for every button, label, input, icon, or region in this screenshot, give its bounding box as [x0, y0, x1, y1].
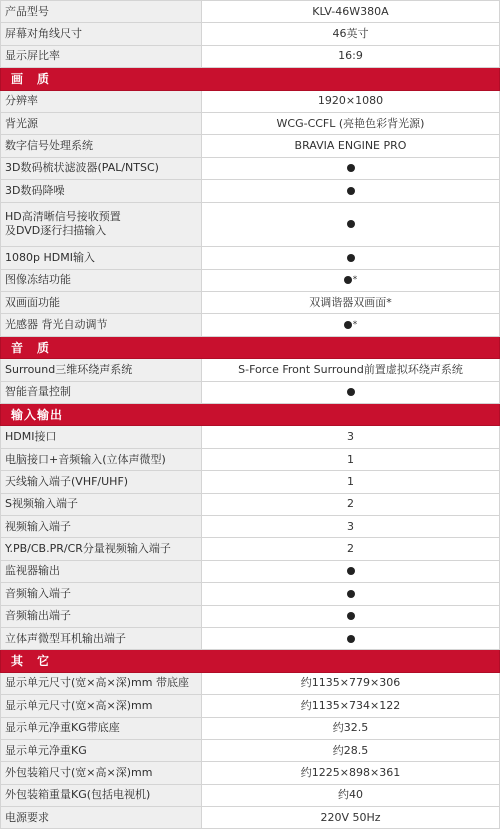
spec-row [1, 112, 500, 134]
spec-row [1, 135, 500, 157]
supported-dot-icon [347, 388, 355, 396]
section-title: 其 它 [1, 650, 500, 672]
spec-value: S-Force Front Surround前置虚拟环绕声系统 [202, 359, 500, 381]
spec-row [1, 695, 500, 717]
spec-value: 1 [202, 448, 500, 470]
spec-value: 46英寸 [202, 23, 500, 45]
supported-dot-icon [347, 590, 355, 598]
spec-value [202, 180, 500, 202]
spec-label: 立体声微型耳机输出端子 [1, 627, 202, 649]
spec-label: 数字信号处理系统 [1, 135, 202, 157]
section-header [1, 404, 500, 426]
section-title: 输入输出 [1, 404, 500, 426]
spec-label: 外包装箱重量KG(包括电视机) [1, 784, 202, 806]
spec-row [1, 784, 500, 806]
spec-label: 电源要求 [1, 807, 202, 829]
spec-value: 1 [202, 471, 500, 493]
spec-row [1, 807, 500, 829]
spec-row [1, 157, 500, 179]
spec-row [1, 627, 500, 649]
spec-label: 1080p HDMI输入 [1, 247, 202, 269]
section-title: 画 质 [1, 68, 500, 90]
supported-dot-icon [347, 567, 355, 575]
spec-row [1, 1, 500, 23]
spec-row [1, 739, 500, 761]
spec-row [1, 672, 500, 694]
spec-value: 2 [202, 493, 500, 515]
spec-value: 3 [202, 516, 500, 538]
spec-label: 光感器 背光自动调节 [1, 314, 202, 336]
spec-row [1, 292, 500, 314]
spec-row [1, 471, 500, 493]
spec-value [202, 560, 500, 582]
spec-value: 约1135×779×306 [202, 672, 500, 694]
supported-dot-icon [347, 164, 355, 172]
spec-value: 双调谐器双画面* [202, 292, 500, 314]
spec-row [1, 583, 500, 605]
spec-row [1, 45, 500, 67]
spec-label: 智能音量控制 [1, 381, 202, 403]
spec-value [202, 627, 500, 649]
supported-dot-icon [347, 187, 355, 195]
spec-label: 音频输出端子 [1, 605, 202, 627]
spec-label: 3D数码梳状滤波器(PAL/NTSC) [1, 157, 202, 179]
section-header [1, 650, 500, 672]
spec-value: 约40 [202, 784, 500, 806]
spec-label: 外包装箱尺寸(宽×高×深)mm [1, 762, 202, 784]
supported-dot-icon [344, 276, 352, 284]
spec-label: HDMI接口 [1, 426, 202, 448]
spec-row [1, 448, 500, 470]
supported-dot-icon [344, 321, 352, 329]
section-title: 音 质 [1, 336, 500, 358]
spec-label: S视频输入端子 [1, 493, 202, 515]
spec-value: 3 [202, 426, 500, 448]
spec-value: 约32.5 [202, 717, 500, 739]
spec-value [202, 605, 500, 627]
spec-row [1, 202, 500, 247]
spec-label: 显示屏比率 [1, 45, 202, 67]
spec-value: 1920×1080 [202, 90, 500, 112]
spec-label: 显示单元尺寸(宽×高×深)mm [1, 695, 202, 717]
spec-row [1, 493, 500, 515]
spec-row [1, 516, 500, 538]
spec-label: 显示单元净重KG [1, 739, 202, 761]
spec-row [1, 560, 500, 582]
spec-row [1, 23, 500, 45]
supported-dot-icon [347, 635, 355, 643]
spec-label: 天线输入端子(VHF/UHF) [1, 471, 202, 493]
spec-label: 显示单元尺寸(宽×高×深)mm 带底座 [1, 672, 202, 694]
spec-label: 音频输入端子 [1, 583, 202, 605]
spec-row [1, 762, 500, 784]
section-header [1, 68, 500, 90]
spec-value: 220V 50Hz [202, 807, 500, 829]
spec-label: 监视器输出 [1, 560, 202, 582]
spec-value: 约28.5 [202, 739, 500, 761]
spec-value [202, 157, 500, 179]
spec-label: 双画面功能 [1, 292, 202, 314]
footnote-marker: * [352, 320, 358, 331]
spec-row [1, 381, 500, 403]
footnote-marker: * [352, 275, 358, 286]
spec-table-body [1, 1, 500, 829]
spec-row [1, 90, 500, 112]
spec-value: WCG-CCFL (亮艳色彩背光源) [202, 112, 500, 134]
spec-row [1, 269, 500, 291]
spec-row [1, 247, 500, 269]
spec-value: 2 [202, 538, 500, 560]
spec-value [202, 314, 500, 336]
spec-value: BRAVIA ENGINE PRO [202, 135, 500, 157]
spec-label: 产品型号 [1, 1, 202, 23]
spec-value: 约1225×898×361 [202, 762, 500, 784]
spec-label: 分辨率 [1, 90, 202, 112]
spec-value [202, 269, 500, 291]
spec-label: 3D数码降噪 [1, 180, 202, 202]
spec-row [1, 180, 500, 202]
spec-label: 视频输入端子 [1, 516, 202, 538]
spec-row [1, 605, 500, 627]
spec-label: 图像冻结功能 [1, 269, 202, 291]
spec-label: 背光源 [1, 112, 202, 134]
spec-row [1, 538, 500, 560]
spec-value [202, 247, 500, 269]
spec-row [1, 359, 500, 381]
supported-dot-icon [347, 220, 355, 228]
spec-row [1, 314, 500, 336]
spec-label: Surround三维环绕声系统 [1, 359, 202, 381]
spec-row [1, 426, 500, 448]
section-header [1, 336, 500, 358]
spec-label: 屏幕对角线尺寸 [1, 23, 202, 45]
spec-label: 显示单元净重KG带底座 [1, 717, 202, 739]
spec-value [202, 202, 500, 247]
spec-label: 电脑接口+音频输入(立体声微型) [1, 448, 202, 470]
spec-label: Y.PB/CB.PR/CR分量视频输入端子 [1, 538, 202, 560]
spec-value [202, 381, 500, 403]
spec-value: 16:9 [202, 45, 500, 67]
supported-dot-icon [347, 612, 355, 620]
spec-label: HD高清晰信号接收预置 及DVD逐行扫描输入 [1, 202, 202, 247]
spec-value [202, 583, 500, 605]
supported-dot-icon [347, 254, 355, 262]
spec-value: KLV-46W380A [202, 1, 500, 23]
spec-row [1, 717, 500, 739]
spec-value: 约1135×734×122 [202, 695, 500, 717]
